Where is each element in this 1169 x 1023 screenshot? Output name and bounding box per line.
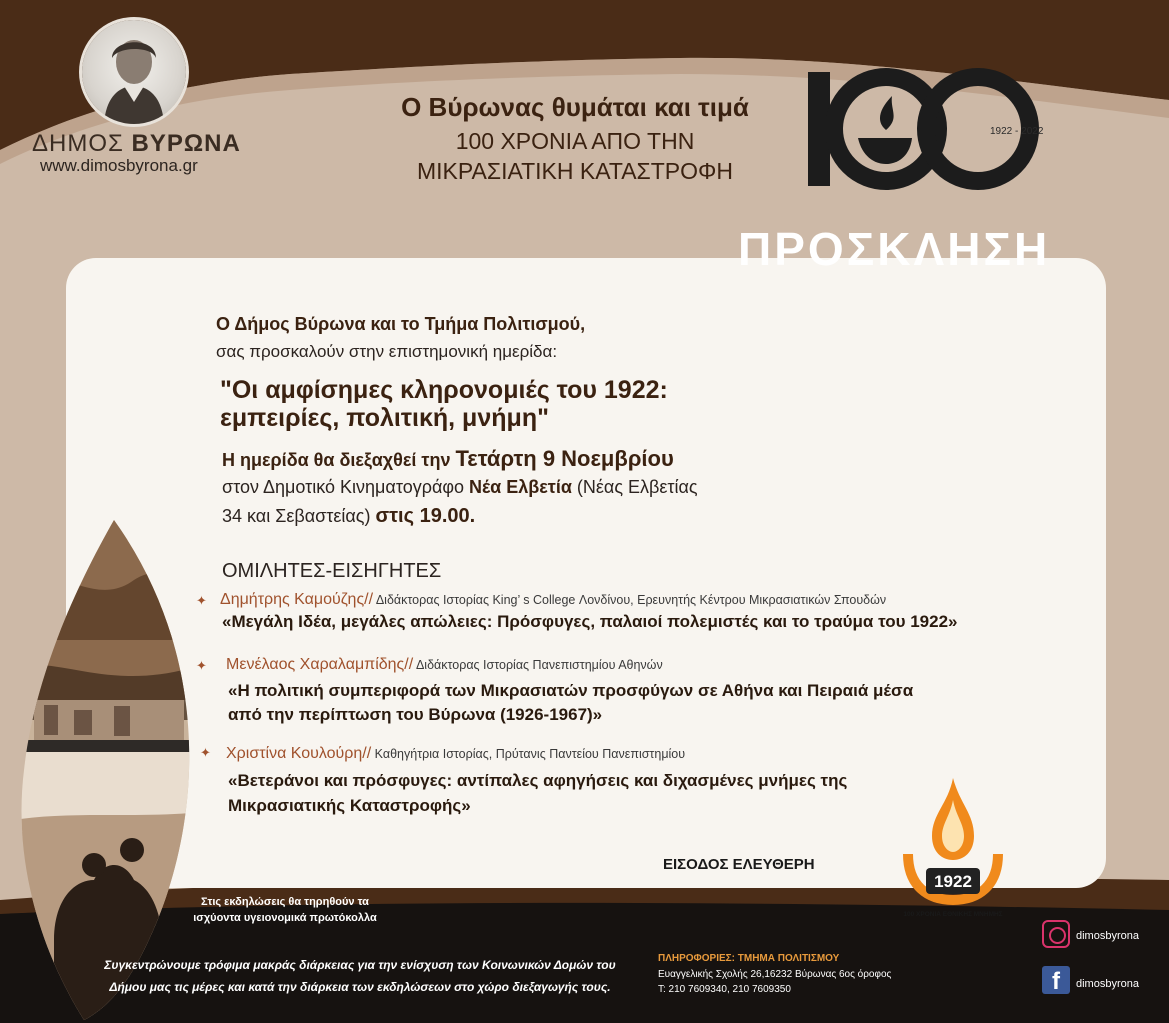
bullet-icon: ✦ [196, 593, 207, 608]
info-heading: ΠΛΗΡΟΦΟΡΙΕΣ: ΤΜΗΜΑ ΠΟΛΙΤΙΣΜΟΥ [658, 953, 840, 964]
event-date: Η ημερίδα θα διεξαχθεί την Τετάρτη 9 Νοεμβρίου [222, 446, 674, 471]
invitation-banner: ΠΡΟΣΚΛΗΣΗ [738, 223, 1051, 275]
instagram-icon[interactable] [1042, 920, 1070, 948]
header-line-3: ΜΙΚΡΑΣΙΑΤΙΚΗ ΚΑΤΑΣΤΡΟΦΗ [416, 158, 733, 184]
event-title-line-2: εμπειρίες, πολιτική, μνήμη" [220, 404, 549, 432]
flame-1922-emblem [898, 774, 1008, 924]
speaker-2-talk-line-1: «Η πολιτική συμπεριφορά των Μικρασιατών προσφύγων σε Αθήνα και Πειραιά μέσα [228, 681, 914, 700]
facebook-icon[interactable]: f [1042, 966, 1070, 994]
speaker-3-talk-line-2: Μικρασιατικής Καταστροφής» [228, 796, 471, 815]
health-notice: Στις εκδηλώσεις θα τηρηθούν τα ισχύοντα υγειονομικά πρωτόκολλα [193, 896, 377, 924]
byron-portrait-logo [82, 20, 186, 124]
speaker-3-talk-line-1: «Βετεράνοι και πρόσφυγες: αντίπαλες αφηγήσεις και διχασμένες μνήμες της [228, 771, 848, 790]
speaker-2: Μενέλαος Χαραλαμπίδης// Διδάκτορας Ιστορίας Πανεπιστημίου Αθηνών [226, 656, 663, 673]
speaker-1-talk: «Μεγάλη Ιδέα, μεγάλες απώλειες: Πρόσφυγες, παλαιοί πολεμιστές και το τραύμα του 1922» [222, 612, 958, 631]
invite-line: σας προσκαλούν στην επιστημονική ημερίδα: [216, 342, 558, 361]
header-line-2: 100 ΧΡΟΝΙΑ ΑΠΟ ΤΗΝ [455, 128, 695, 154]
instagram-handle[interactable]: dimosbyrona [1076, 930, 1139, 942]
svg-text:100 ΧΡΟΝΙΑ ΕΘΝΙΚΗΣ ΜΝΗΜΗΣ: 100 ΧΡΟΝΙΑ ΕΘΝΙΚΗΣ ΜΝΗΜΗΣ [903, 911, 1003, 918]
info-address: Ευαγγελικής Σχολής 26,16232 Βύρωνας 6ος όροφος [658, 969, 892, 980]
municipality-name: ΔΗΜΟΣ ΒΥΡΩΝΑ [32, 130, 241, 157]
event-venue: στον Δημοτικό Κινηματογράφο Νέα Ελβετία (Νέας Ελβετίας [222, 477, 698, 497]
portrait-icon [82, 20, 186, 124]
free-entry: ΕΙΣΟΔΟΣ ΕΛΕΥΘΕΡΗ [663, 856, 815, 873]
event-title-line-1: "Οι αμφίσημες κληρονομιές του 1922: [220, 376, 668, 404]
bullet-icon: ✦ [196, 658, 207, 673]
event-address-time: 34 και Σεβαστείας) στις 19.00. [222, 505, 476, 527]
info-phone[interactable]: T: 210 7609340, 210 7609350 [658, 984, 791, 995]
header-line-1: Ο Βύρωνας θυμάται και τιμά [401, 92, 749, 122]
bullet-icon: ✦ [200, 745, 211, 760]
speaker-3: Χριστίνα Κουλούρη// Καθηγήτρια Ιστορίας, Πρύτανις Παντείου Πανεπιστημίου [226, 745, 686, 762]
food-drive-line-2: Δήμου μας τις μέρες και κατά την διάρκεια των εκδηλώσεων στο χώρο διεξαγωγής τους. [109, 980, 611, 994]
food-drive-line-1: Συγκεντρώνουμε τρόφιμα μακράς διάρκειας για την ενίσχυση των Κοινωνικών Δομών του [104, 958, 616, 972]
municipality-url[interactable]: www.dimosbyrona.gr [40, 156, 198, 175]
historical-painting [14, 520, 214, 1020]
facebook-handle[interactable]: dimosbyrona [1076, 978, 1139, 990]
years-label: 1922 - 2022 [990, 126, 1044, 137]
svg-text:1922: 1922 [934, 872, 972, 891]
speaker-1: Δημήτρης Καμούζης// Διδάκτορας Ιστορίας King’ s College Λονδίνου, Ερευνητής Κέντρου Μικρασιατικών Σπουδών [220, 591, 887, 608]
speaker-2-talk-line-2: από την περίπτωση του Βύρωνα (1926-1967)» [228, 705, 603, 724]
organizers-line: Ο Δήμος Βύρωνα και το Τμήμα Πολιτισμού, [216, 314, 586, 334]
speakers-heading: ΟΜΙΛΗΤΕΣ-ΕΙΣΗΓΗΤΕΣ [222, 560, 442, 582]
